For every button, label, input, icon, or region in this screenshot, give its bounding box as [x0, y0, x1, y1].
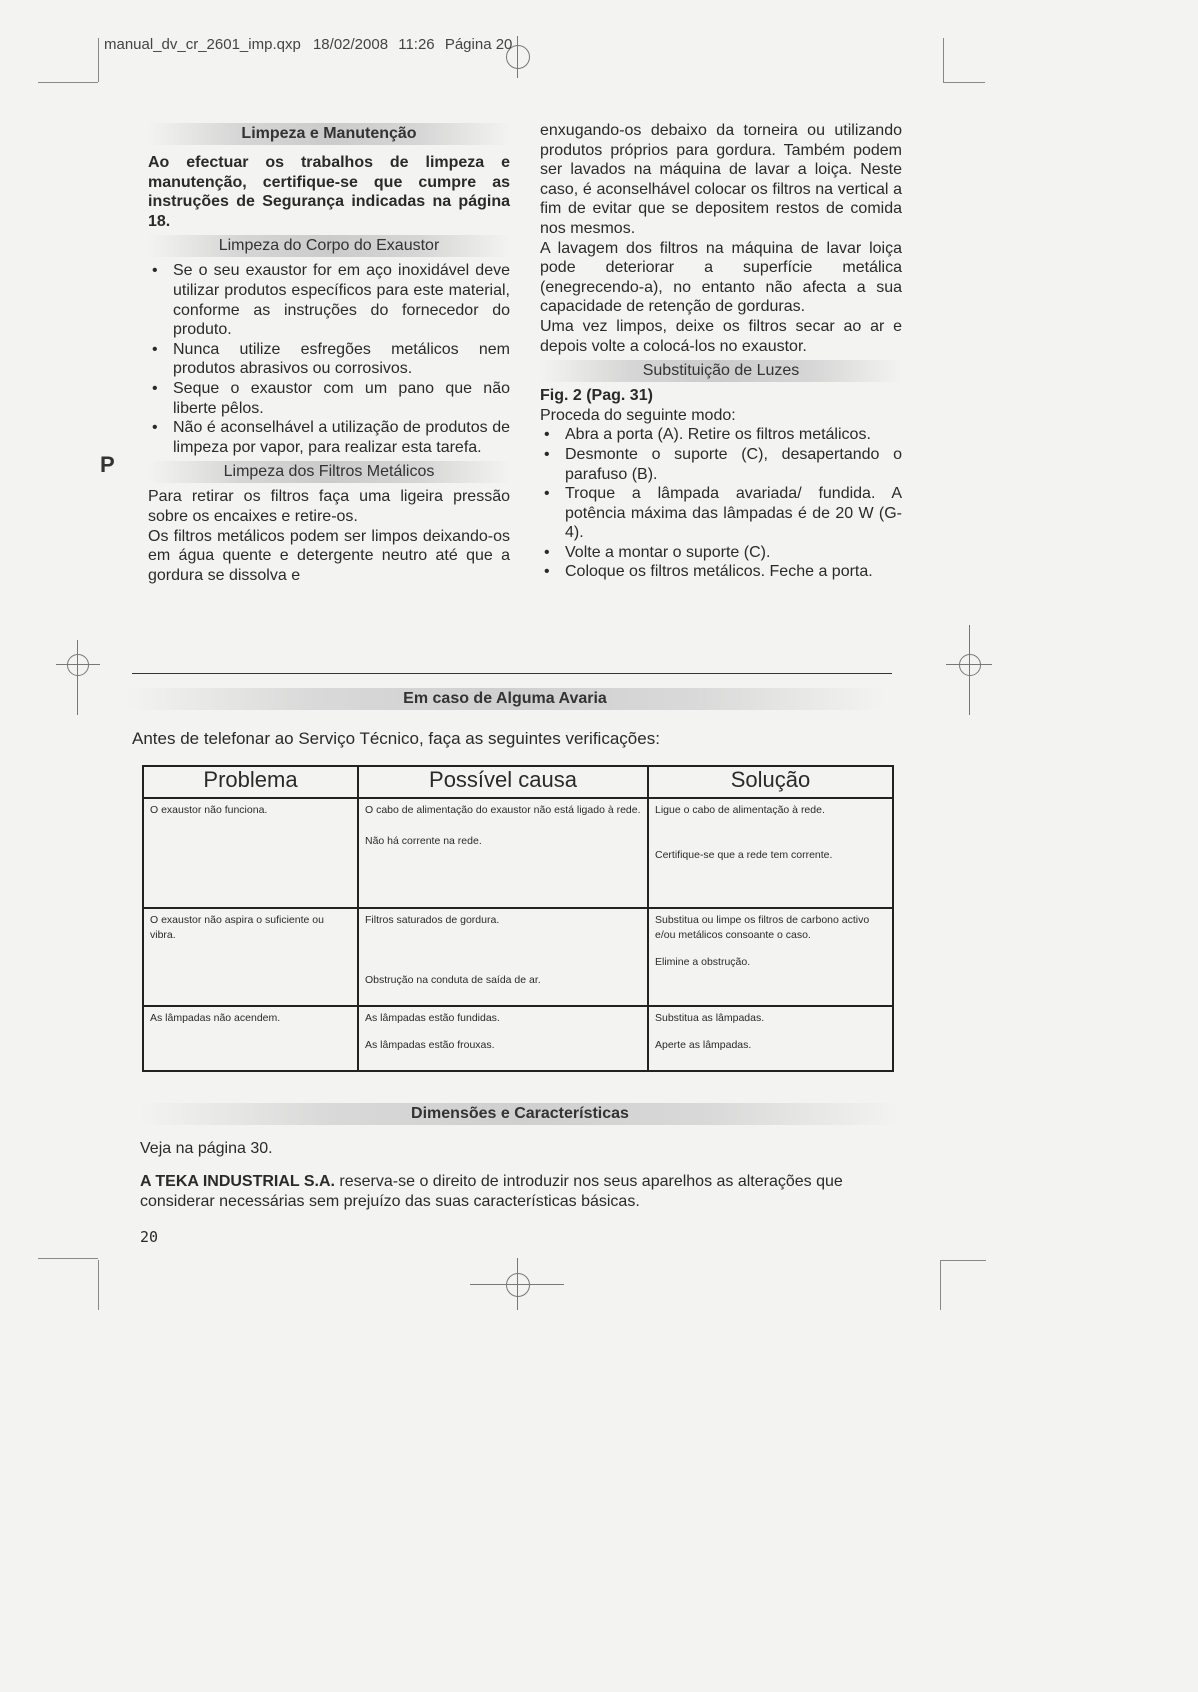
solution-text: Substitua as lâmpadas.: [655, 1012, 765, 1024]
language-marker: P: [100, 452, 115, 477]
crop-mark: [38, 1258, 98, 1259]
list-item: • Volte a montar o suporte (C).: [540, 543, 902, 563]
section-title-cleaning: Limpeza e Manutenção: [148, 123, 510, 145]
column-header-solution: Solução: [648, 766, 893, 798]
manufacturer-notice: [140, 1172, 900, 1212]
lights-steps-list: [540, 425, 902, 582]
crop-mark: [98, 38, 99, 82]
filters-paragraph-2: Os filtros metálicos podem ser limpos deixando-os em água quente e detergente neutro até que a gordura se dissolva e: [148, 527, 510, 584]
crop-mark: [943, 38, 944, 82]
solution-text: Ligue o cabo de alimentação à rede.: [655, 804, 825, 816]
figure-reference: Fig. 2 (Pag. 31): [540, 387, 653, 405]
problem-cell: As lâmpadas não acendem.: [143, 1006, 358, 1071]
section-divider: [132, 673, 892, 674]
file-page-label: Página 20: [444, 36, 513, 53]
filters-paragraph-continued: enxugando-os debaixo da torneira ou utilizando produtos próprios para gordura. Também podem ser lavados na máquina de lavar a loiça. Neste caso, é aconselhável colocar os filtros na vertical a fim de evitar que se depositem restos de comida nos mesmos.: [540, 122, 902, 237]
column-header-cause: Possível causa: [358, 766, 648, 798]
solution-text: Elimine a obstrução.: [655, 956, 751, 968]
file-name: manual_dv_cr_2601_imp.qxp: [104, 36, 301, 53]
cause-cell: [358, 798, 648, 908]
body-cleaning-list: [148, 261, 510, 457]
crop-mark: [940, 1260, 941, 1310]
cause-text: As lâmpadas estão fundidas.: [365, 1012, 500, 1024]
cleaning-intro: Ao efectuar os trabalhos de limpeza e manutenção, certifique-se que cumpre as instruções de Segurança indicadas na página 18.: [148, 154, 510, 230]
solution-text: Certifique-se que a rede tem corrente.: [655, 849, 833, 861]
crop-mark: [98, 1260, 99, 1310]
solution-text: Substitua ou limpe os filtros de carbono activo e/ou metálicos consoante o caso.: [655, 914, 870, 941]
notice-text: reserva-se o direito de introduzir nos seus aparelhos as alterações que considerar necessárias sem prejuízo das suas características básicas.: [140, 1173, 843, 1210]
column-header-problem: Problema: [143, 766, 358, 798]
lights-intro: Proceda do seguinte modo:: [540, 406, 736, 424]
section-title-filter-cleaning: Limpeza dos Filtros Metálicos: [148, 461, 510, 483]
list-item: • Desmonte o suporte (C), desapertando o parafuso (B).: [540, 445, 902, 484]
table-row: [143, 798, 893, 908]
cause-text: Filtros saturados de gordura.: [365, 914, 500, 926]
cause-cell: [358, 1006, 648, 1071]
page-number: 20: [140, 1228, 159, 1246]
cause-text: Obstrução na conduta de saída de ar.: [365, 974, 541, 986]
table-row: [143, 908, 893, 1006]
problem-cell: O exaustor não funciona.: [143, 798, 358, 908]
file-header: [104, 36, 512, 53]
see-page-reference: Veja na página 30.: [140, 1140, 273, 1157]
table-header-row: [143, 766, 893, 798]
filters-paragraph-1: Para retirar os filtros faça uma ligeira pressão sobre os encaixes e retire-os.: [148, 488, 510, 525]
list-item: • Nunca utilize esfregões metálicos nem produtos abrasivos ou corrosivos.: [148, 340, 510, 379]
crop-mark: [38, 82, 98, 83]
list-item: • Seque o exaustor com um pano que não liberte pêlos.: [148, 379, 510, 418]
section-title-lights: Substituição de Luzes: [540, 360, 902, 382]
solution-cell: [648, 1006, 893, 1071]
fault-table: [142, 765, 894, 1072]
list-item: • Se o seu exaustor for em aço inoxidável deve utilizar produtos específicos para este material, conforme as instruções do fornecedor do produto.: [148, 261, 510, 339]
list-item: • Abra a porta (A). Retire os filtros metálicos.: [540, 425, 902, 445]
dishwasher-paragraph: A lavagem dos filtros na máquina de lavar loiça pode deteriorar a superfície metálica (enegrecendo-a), no entanto não afecta a sua capacidade de retenção de gorduras.: [540, 239, 902, 316]
list-item: • Não é aconselhável a utilização de produtos de limpeza por vapor, para realizar esta tarefa.: [148, 418, 510, 457]
section-title-dimensions: Dimensões e Características: [140, 1103, 900, 1125]
file-date: 18/02/2008: [312, 36, 389, 53]
left-column: [148, 123, 510, 585]
table-row: [143, 1006, 893, 1071]
solution-text: Aperte as lâmpadas.: [655, 1039, 752, 1051]
list-item: • Troque a lâmpada avariada/ fundida. A potência máxima das lâmpadas é de 20 W (G-4).: [540, 484, 902, 543]
solution-cell: [648, 798, 893, 908]
list-item: • Coloque os filtros metálicos. Feche a porta.: [540, 562, 902, 582]
right-column: [540, 121, 902, 582]
section-title-body-cleaning: Limpeza do Corpo do Exaustor: [148, 235, 510, 257]
solution-cell: [648, 908, 893, 1006]
cause-text: As lâmpadas estão frouxas.: [365, 1039, 495, 1051]
drying-paragraph: Uma vez limpos, deixe os filtros secar ao ar e depois volte a colocá-los no exaustor.: [540, 317, 902, 355]
cause-cell: [358, 908, 648, 1006]
crop-mark: [940, 1260, 986, 1261]
crop-mark: [943, 82, 985, 83]
cause-text: O cabo de alimentação do exaustor não está ligado à rede.: [365, 804, 641, 816]
faults-intro: Antes de telefonar ao Serviço Técnico, faça as seguintes verificações:: [132, 729, 660, 748]
problem-cell: O exaustor não aspira o suficiente ou vibra.: [143, 908, 358, 1006]
section-title-faults: Em caso de Alguma Avaria: [125, 688, 885, 710]
cause-text: Não há corrente na rede.: [365, 835, 482, 847]
company-name: A TEKA INDUSTRIAL S.A.: [140, 1173, 335, 1190]
file-time: 11:26: [398, 36, 435, 53]
